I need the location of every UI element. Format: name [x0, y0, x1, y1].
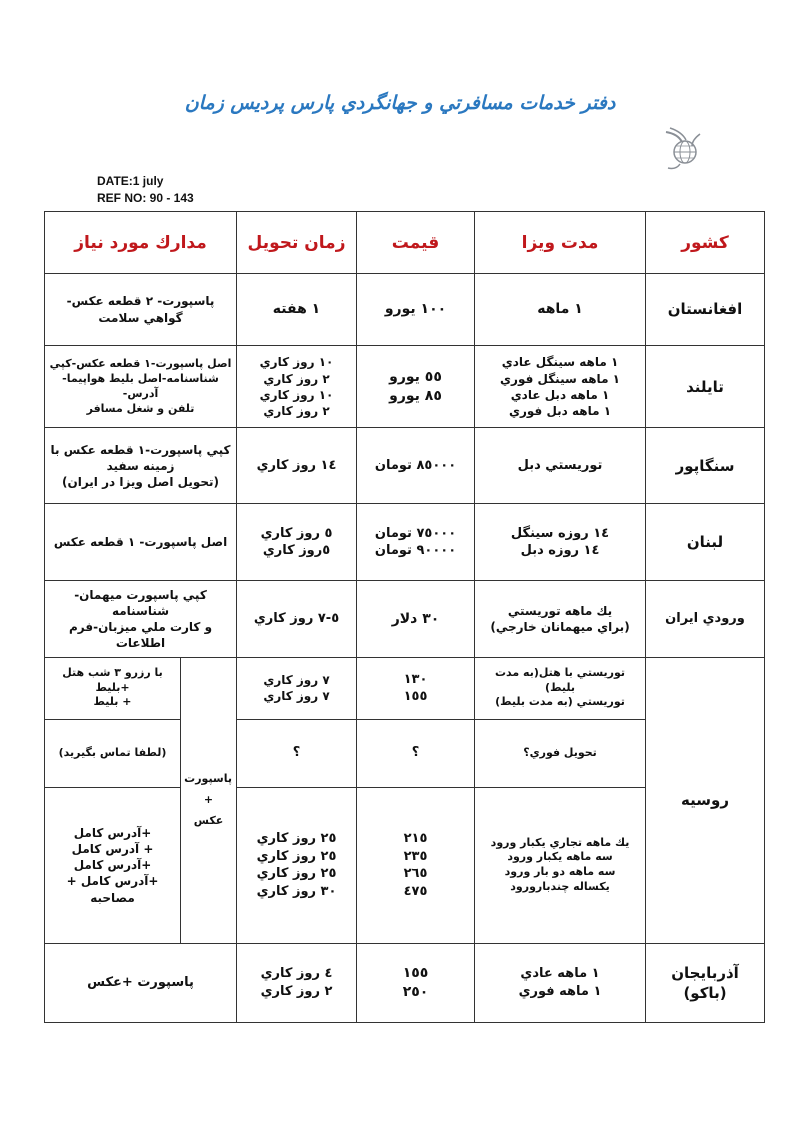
price-cell: ١٣٠ ١٥٥	[357, 657, 475, 719]
globe-logo-icon	[660, 124, 706, 174]
duration-cell: يك ماهه توريستي (براي ميهمانان خارجي)	[475, 581, 646, 657]
delivery-cell: ١ هفته	[237, 274, 357, 346]
price-cell: ٨٥٠٠٠ تومان	[357, 428, 475, 504]
header-duration: مدت ويزا	[475, 212, 646, 274]
delivery-cell: ٧ روز كاري ٧ روز كاري	[237, 657, 357, 719]
duration-cell: ١٤ روزه سينگل ١٤ روزه دبل	[475, 504, 646, 581]
header-country: كشور	[646, 212, 765, 274]
documents-cell: كپي پاسپورت ميهمان-شناسنامه و كارت ملي ميزبان-فرم اطلاعات	[45, 581, 237, 657]
country-afghanistan: افغانستان	[646, 274, 765, 346]
visa-table	[44, 211, 765, 1023]
header-price: قيمت	[357, 212, 475, 274]
reference-number: REF NO: 90 - 143	[97, 191, 194, 205]
documents-cell: كپي پاسپورت-١ قطعه عكس با زمينه سفيد (تحويل اصل ويزا در ايران)	[45, 428, 237, 504]
documents-cell: پاسپورت- ٢ قطعه عكس- گواهي سلامت	[45, 274, 237, 346]
delivery-cell: ؟	[237, 719, 357, 787]
documents-cell: (لطفا تماس بگيريد)	[45, 719, 181, 787]
country-russia: روسيه	[646, 657, 765, 943]
documents-cell: پاسپورت +عكس	[45, 943, 237, 1022]
documents-cell: با رزرو ٣ شب هتل +بليط + بليط	[45, 657, 181, 719]
price-cell: ؟	[357, 719, 475, 787]
table-row	[45, 504, 765, 581]
delivery-cell: ٥-٧ روز كاري	[237, 581, 357, 657]
document-date: DATE:1 july	[97, 174, 164, 188]
price-cell: ٧٥٠٠٠ تومان ٩٠٠٠٠ تومان	[357, 504, 475, 581]
page-title: دفتر خدمات مسافرتي و جهانگردي پارس پرديس زمان	[184, 92, 616, 114]
duration-cell: توريستي دبل	[475, 428, 646, 504]
country-singapore: سنگاپور	[646, 428, 765, 504]
duration-cell: ١ ماهه	[475, 274, 646, 346]
delivery-cell: ٤ روز كاري ٢ روز كاري	[237, 943, 357, 1022]
duration-cell: توريستي با هتل(به مدت بليط) توريستي (به مدت بليط)	[475, 657, 646, 719]
duration-cell: تحويل فوري؟	[475, 719, 646, 787]
table-row	[45, 428, 765, 504]
price-cell: ١٥٥ ٢٥٠	[357, 943, 475, 1022]
price-cell: ١٠٠ يورو	[357, 274, 475, 346]
duration-cell: يك ماهه تجاري يكبار ورود سه ماهه يكبار ورود سه ماهه دو بار ورود يكساله چندبارورود	[475, 787, 646, 943]
country-azerbaijan: آذربايجان (باكو)	[646, 943, 765, 1022]
price-cell: ٥٥ يورو ٨٥ يورو	[357, 346, 475, 428]
header-delivery: زمان تحويل	[237, 212, 357, 274]
delivery-cell: ٥ روز كاري ٥روز كاري	[237, 504, 357, 581]
duration-cell: ١ ماهه سينگل عادي ١ ماهه سينگل فوري ١ ماهه دبل عادي ١ ماهه دبل فوري	[475, 346, 646, 428]
country-lebanon: لبنان	[646, 504, 765, 581]
table-row	[45, 274, 765, 346]
price-cell: ٣٠ دلار	[357, 581, 475, 657]
documents-cell: +آدرس كامل + آدرس كامل +آدرس كامل +آدرس كامل + مصاحبه	[45, 787, 181, 943]
table-row	[45, 581, 765, 657]
country-iran: ورودي ايران	[646, 581, 765, 657]
table-row	[45, 943, 765, 1022]
country-thailand: تايلند	[646, 346, 765, 428]
price-cell: ٢١٥ ٢٣٥ ٢٦٥ ٤٧٥	[357, 787, 475, 943]
table-header-row	[45, 212, 765, 274]
delivery-cell: ١٠ روز كاري ٢ روز كاري ١٠ روز كاري ٢ روز كاري	[237, 346, 357, 428]
table-row	[45, 657, 765, 719]
delivery-cell: ٢٥ روز كاري ٢٥ روز كاري ٢٥ روز كاري ٣٠ روز كاري	[237, 787, 357, 943]
documents-cell: اصل پاسپورت-١ قطعه عكس-كپي شناسنامه-اصل بليط هواپيما- آدرس- تلفن و شغل مسافر	[45, 346, 237, 428]
delivery-cell: ١٤ روز كاري	[237, 428, 357, 504]
header-documents: مدارك مورد نياز	[45, 212, 237, 274]
duration-cell: ١ ماهه عادي ١ ماهه فوري	[475, 943, 646, 1022]
table-row	[45, 346, 765, 428]
russia-shared-documents: پاسپورت + عكس	[181, 657, 237, 943]
documents-cell: اصل پاسپورت- ١ قطعه عكس	[45, 504, 237, 581]
